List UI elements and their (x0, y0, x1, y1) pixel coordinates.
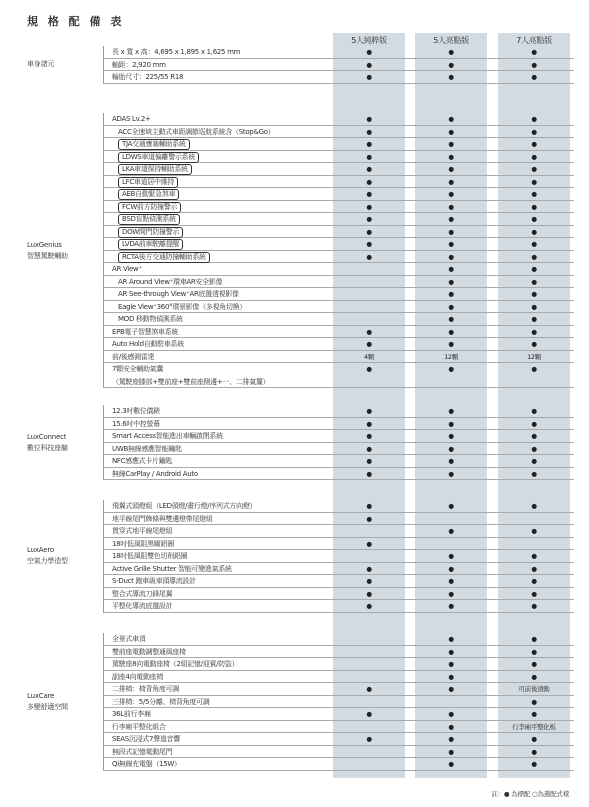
group-name: LuxAero (27, 546, 54, 555)
spec-label: 輪胎尺寸：225/55 R18 (112, 73, 184, 81)
spec-label: SEAS沉浸式7聲道音響 (112, 735, 180, 743)
spec-cell-col-2: ● (448, 115, 454, 123)
spec-label: 全景式車頂 (112, 635, 146, 643)
spec-cell-col-3: ● (531, 419, 537, 428)
spec-row (103, 59, 574, 72)
spec-cell-col-2: ● (448, 190, 454, 198)
spec-cell-col-3: ● (531, 407, 537, 415)
spec-label: 副座4向電動座椅 (112, 672, 164, 681)
spec-label: FCW前方防撞警示 (118, 202, 181, 213)
spec-row (103, 201, 574, 214)
spec-label: 15.6吋中控螢幕 (112, 419, 160, 428)
spec-row (103, 326, 574, 339)
spec-cell-col-1: ● (366, 227, 372, 236)
spec-cell-col-3: ● (531, 444, 537, 453)
spec-label: AR See-through View⁺AR底盤透視影像 (118, 290, 239, 298)
spec-cell-col-3: ● (531, 760, 537, 768)
spec-cell-col-2: ● (448, 177, 454, 186)
spec-label: 18吋低風阻雙色切削鋁圈 (112, 552, 188, 560)
spec-cell-col-1: ● (366, 710, 372, 718)
spec-row (103, 138, 574, 151)
spec-cell-col-2: ● (448, 290, 454, 298)
spec-cell-col-3: ● (531, 340, 537, 348)
column-header-5-highlight: 5人亮點版 (433, 36, 469, 45)
group-label (27, 432, 68, 454)
spec-cell-col-3 (498, 538, 570, 550)
footnote: 註：● 為標配 ○為選配式樣 (491, 790, 569, 798)
spec-label: 12.3吋數位儀錶 (112, 407, 160, 415)
group-label (27, 691, 68, 713)
spec-cell-col-3: ● (531, 672, 537, 681)
spec-label: LVDA前車駛離提醒 (118, 239, 183, 250)
spec-label: 平整化導流底盤設計 (112, 602, 173, 610)
spec-label: 二排椅：椅背角度可調 (112, 685, 179, 693)
spec-cell-col-1: ● (366, 444, 372, 453)
spec-cell-col-1: ● (366, 327, 372, 336)
group-subname: 多變舒適空間 (27, 702, 68, 711)
spec-cell-col-2: ● (448, 577, 454, 585)
spec-cell-col-2: ● (448, 444, 454, 453)
spec-cell-col-3: ● (531, 589, 537, 598)
spec-row (103, 538, 574, 551)
spec-cell-col-1: ● (366, 735, 372, 743)
spec-label: AEB自動緊急煞車 (118, 189, 179, 200)
spec-cell-col-1 (333, 376, 405, 388)
spec-cell-col-1: ● (366, 432, 372, 440)
spec-cell-col-3: ● (531, 647, 537, 656)
spec-row (103, 513, 574, 526)
spec-cell-col-1: ● (366, 365, 372, 373)
spec-cell-col-2: ● (448, 140, 454, 148)
spec-cell-col-3: ● (531, 240, 537, 248)
spec-cell-col-2 (415, 696, 487, 708)
spec-cell-col-2: ● (448, 589, 454, 598)
spec-cell-col-3: ● (531, 227, 537, 236)
spec-cell-col-3: ● (531, 73, 537, 81)
spec-row (103, 376, 574, 389)
spec-row (103, 46, 574, 59)
spec-label: EPB電子智慧煞車系統 (112, 327, 179, 336)
spec-cell-col-1: ● (366, 177, 372, 186)
spec-cell-col-3: ● (531, 457, 537, 465)
spec-label: 地平線尾門飾條與雙邊燈帶尾燈組 (112, 514, 213, 523)
spec-cell-col-2: ● (448, 48, 454, 56)
spec-cell-col-1 (333, 671, 405, 683)
spec-cell-col-2: ● (448, 152, 454, 161)
spec-row (103, 430, 574, 443)
spec-row (103, 188, 574, 201)
spec-cell-col-3: ● (531, 277, 537, 286)
spec-cell-col-1: ● (366, 514, 372, 523)
spec-row (103, 251, 574, 264)
column-header-7-highlight: 7人亮點版 (516, 36, 552, 45)
spec-label: 36L前行李廂 (112, 710, 151, 718)
spec-cell-col-2: ● (448, 127, 454, 136)
spec-row (103, 288, 574, 301)
group-label (27, 240, 68, 262)
spec-label: 駕駛座8向電動座椅（2組記憶/迎賓/防盜） (112, 660, 239, 668)
spec-cell-col-2: ● (448, 315, 454, 323)
spec-cell-col-1: ● (366, 115, 372, 123)
group-name: LuxConnect (27, 432, 67, 441)
spec-cell-col-1 (333, 525, 405, 537)
spec-row (103, 468, 574, 481)
spec-row (103, 500, 574, 513)
spec-label: MOD 移動物偵測系統 (118, 315, 183, 323)
spec-cell-col-1 (333, 550, 405, 562)
spec-cell-col-1: ● (366, 48, 372, 56)
spec-cell-col-1: ● (366, 165, 372, 173)
spec-label: 無段式記憶電動尾門 (112, 747, 173, 756)
spec-label: LDWS車道偏離警示系統 (118, 152, 199, 163)
spec-cell-col-2: 12顆 (444, 352, 458, 361)
spec-label: NFC感應式卡片鑰匙 (112, 457, 173, 465)
spec-cell-col-1: ● (366, 407, 372, 415)
spec-cell-col-2: ● (448, 365, 454, 373)
spec-row (103, 226, 574, 239)
spec-row (103, 671, 574, 684)
spec-cell-col-1 (333, 263, 405, 275)
spec-cell-col-2: ● (448, 722, 454, 731)
spec-cell-col-2: ● (448, 73, 454, 81)
spec-cell-col-2: ● (448, 340, 454, 348)
spec-cell-col-1: ● (366, 140, 372, 148)
spec-cell-col-3: ● (531, 127, 537, 136)
spec-row (103, 276, 574, 289)
spec-cell-col-3: ● (531, 177, 537, 186)
spec-label: ACC全速域主動式車距調節巡航系統含（Stop&Go） (118, 127, 275, 136)
spec-cell-col-2: ● (448, 552, 454, 560)
spec-label: 行李廂平整化組合 (112, 722, 166, 731)
spec-cell-col-2: ● (448, 469, 454, 478)
spec-cell-col-3: ● (531, 635, 537, 643)
spec-row (103, 313, 574, 326)
group-label (27, 545, 68, 567)
spec-cell-col-1 (333, 746, 405, 758)
spec-cell-col-2: ● (448, 502, 454, 510)
spec-row (103, 71, 574, 84)
spec-cell-col-3 (498, 513, 570, 525)
spec-cell-col-3: ● (531, 697, 537, 706)
spec-cell-col-3: ● (531, 327, 537, 336)
spec-cell-col-2: ● (448, 215, 454, 223)
spec-row (103, 363, 574, 376)
spec-cell-col-1 (333, 301, 405, 313)
group-subname: 空氣力學造型 (27, 557, 68, 566)
spec-row (103, 758, 574, 771)
spec-label: Qi無線充電盤（15W） (112, 760, 181, 768)
spec-cell-col-3: ● (531, 302, 537, 311)
spec-cell-col-3: ● (531, 252, 537, 261)
spec-cell-col-2: ● (448, 760, 454, 768)
spec-cell-col-1: ● (366, 564, 372, 573)
spec-label: 整合式導流刀鋒尾翼 (112, 589, 173, 598)
spec-label: LFC車道居中維持 (118, 177, 178, 188)
spec-cell-col-2: ● (448, 527, 454, 535)
group-subname: 數位科技座艙 (27, 443, 68, 452)
spec-cell-col-2: ● (448, 265, 454, 273)
spec-row (103, 443, 574, 456)
spec-cell-col-1: ● (366, 577, 372, 585)
spec-cell-col-1: ● (366, 419, 372, 428)
spec-cell-col-3: ● (531, 115, 537, 123)
spec-cell-col-1: ● (366, 340, 372, 348)
spec-cell-col-3: ● (531, 735, 537, 743)
spec-cell-col-3: ● (531, 710, 537, 718)
spec-cell-col-2: ● (448, 635, 454, 643)
spec-cell-col-2 (415, 538, 487, 550)
group-name: 車身諸元 (27, 60, 55, 69)
spec-cell-col-2: ● (448, 407, 454, 415)
spec-cell-col-3: ● (531, 165, 537, 173)
spec-cell-col-3: ● (531, 502, 537, 510)
spec-cell-col-1: ● (366, 252, 372, 261)
spec-row (103, 588, 574, 601)
spec-row (103, 721, 574, 734)
spec-label: DOW開門防撞警示 (118, 227, 183, 238)
spec-row (103, 733, 574, 746)
spec-cell-col-3: ● (531, 469, 537, 478)
spec-label: 三排椅：5/5分離、椅背角度可調 (112, 697, 210, 706)
spec-row (103, 658, 574, 671)
spec-cell-col-1: ● (366, 240, 372, 248)
spec-row (103, 683, 574, 696)
group-label (27, 59, 54, 70)
spec-label: 貫穿式地平線尾燈組 (112, 527, 173, 535)
spec-cell-col-1: ● (366, 602, 372, 610)
spec-cell-col-3 (498, 376, 570, 388)
group-name: LuxGenius (27, 240, 62, 249)
spec-cell-col-2: ● (448, 457, 454, 465)
spec-cell-col-3: 12顆 (527, 352, 541, 361)
spec-label: 7顆安全輔助氣囊 (112, 365, 164, 373)
spec-cell-col-3: ● (531, 290, 537, 298)
spec-cell-col-1 (333, 696, 405, 708)
spec-row (103, 708, 574, 721)
spec-row (103, 550, 574, 563)
spec-row (103, 351, 574, 364)
spec-row (103, 238, 574, 251)
spec-label: S-Duct 跑車級車頭導流設計 (112, 577, 196, 585)
spec-cell-col-1: ● (366, 215, 372, 223)
spec-label: UWB無線感應智能鑰匙 (112, 444, 182, 453)
spec-cell-col-3: ● (531, 527, 537, 535)
spec-row (103, 338, 574, 351)
spec-cell-col-3: ● (531, 660, 537, 668)
spec-label: TJA交通壅塞輔助系統 (118, 139, 190, 150)
spec-cell-col-3: ● (531, 202, 537, 211)
spec-label: Eagle View⁺360°環景影像（多視角切換） (118, 302, 246, 311)
spec-cell-col-2: ● (448, 747, 454, 756)
spec-cell-col-2 (415, 513, 487, 525)
spec-label: AR Around View⁺環車AR安全影像 (118, 277, 223, 286)
spec-cell-col-2: ● (448, 710, 454, 718)
spec-label: 18吋低風阻黑曜鋁圈 (112, 539, 174, 548)
spec-cell-col-1: ● (366, 589, 372, 598)
spec-cell-col-2: ● (448, 602, 454, 610)
spec-label: Auto Hold自動駐車系統 (112, 340, 184, 348)
spec-label: 長 x 寬 x 高：4,695 x 1,895 x 1,625 mm (112, 48, 241, 56)
spec-cell-col-2: ● (448, 685, 454, 693)
spec-cell-col-2: ● (448, 60, 454, 69)
spec-row (103, 746, 574, 759)
spec-cell-col-2: ● (448, 672, 454, 681)
spec-cell-col-2: ● (448, 252, 454, 261)
spec-cell-col-1 (333, 758, 405, 770)
spec-label: RCTA後方交通防撞輔助系統 (118, 252, 210, 263)
spec-cell-col-1: ● (366, 202, 372, 211)
spec-cell-col-3: 可前後滑動 (518, 685, 550, 693)
spec-cell-col-1: ● (366, 469, 372, 478)
spec-row (103, 405, 574, 418)
spec-cell-col-1: ● (366, 73, 372, 81)
spec-label: 無線CarPlay / Android Auto (112, 469, 198, 478)
spec-row (103, 113, 574, 126)
spec-label: AR View⁺ (112, 265, 142, 273)
spec-cell-col-2: ● (448, 240, 454, 248)
spec-row (103, 646, 574, 659)
spec-cell-col-3: ● (531, 48, 537, 56)
spec-cell-col-1: ● (366, 60, 372, 69)
spec-cell-col-3: ● (531, 432, 537, 440)
spec-label: 軸距：2,920 mm (112, 60, 166, 69)
spec-label: 雙前座電動調整通風座椅 (112, 647, 186, 656)
spec-row (103, 575, 574, 588)
spec-row (103, 151, 574, 164)
spec-cell-col-2: ● (448, 202, 454, 211)
spec-cell-col-3: ● (531, 190, 537, 198)
spec-cell-col-2: ● (448, 327, 454, 336)
spec-cell-col-2: ● (448, 660, 454, 668)
spec-cell-col-1: ● (366, 152, 372, 161)
spec-label: LKA車道保持輔助系統 (118, 164, 192, 175)
spec-row (103, 301, 574, 314)
spec-cell-col-1: ● (366, 457, 372, 465)
spec-row (103, 600, 574, 613)
spec-row (103, 455, 574, 468)
spec-cell-col-2: ● (448, 302, 454, 311)
spec-cell-col-2: ● (448, 432, 454, 440)
spec-row (103, 163, 574, 176)
spec-cell-col-2: ● (448, 277, 454, 286)
spec-cell-col-1 (333, 646, 405, 658)
spec-label: 飛翼式頭燈組（LED頭燈/晝行燈/序列式方向燈） (112, 502, 257, 510)
spec-cell-col-3: ● (531, 215, 537, 223)
spec-cell-col-3: ● (531, 577, 537, 585)
spec-cell-col-3: ● (531, 315, 537, 323)
spec-row (103, 696, 574, 709)
spec-cell-col-1: ● (366, 502, 372, 510)
spec-label: ADAS Lv.2+ (112, 115, 151, 123)
spec-cell-col-3: ● (531, 60, 537, 69)
spec-cell-col-3: 行李廂平整化板 (512, 722, 556, 731)
spec-label: 前/後感測雷達 (112, 352, 155, 361)
spec-cell-col-1 (333, 658, 405, 670)
spec-row (103, 213, 574, 226)
spec-cell-col-3: ● (531, 365, 537, 373)
spec-cell-col-1 (333, 288, 405, 300)
spec-row (103, 525, 574, 538)
spec-cell-col-3: ● (531, 564, 537, 573)
spec-row (103, 126, 574, 139)
spec-cell-col-1 (333, 276, 405, 288)
spec-row (103, 418, 574, 431)
spec-cell-col-1 (333, 633, 405, 645)
spec-cell-col-3: ● (531, 152, 537, 161)
spec-cell-col-1: ● (366, 190, 372, 198)
spec-cell-col-1: 4顆 (363, 352, 375, 361)
spec-cell-col-3: ● (531, 552, 537, 560)
spec-label: （駕駛座膝部+雙前座+雙前座側邊+一、二排氣簾） (112, 377, 270, 386)
spec-cell-col-1: ● (366, 127, 372, 136)
spec-row (103, 563, 574, 576)
spec-cell-col-1: ● (366, 539, 372, 548)
spec-cell-col-3: ● (531, 140, 537, 148)
spec-cell-col-2: ● (448, 564, 454, 573)
column-header-5-basic: 5人純粹版 (351, 36, 387, 45)
spec-cell-col-1 (333, 313, 405, 325)
spec-cell-col-3: ● (531, 265, 537, 273)
spec-row (103, 633, 574, 646)
spec-row (103, 263, 574, 276)
group-subname: 智慧駕駛輔助 (27, 251, 68, 260)
spec-label: Smart Access智能進出車輛啟閉系統 (112, 432, 223, 440)
spec-cell-col-2: ● (448, 227, 454, 236)
spec-row (103, 176, 574, 189)
group-name: LuxCare (27, 691, 55, 700)
spec-label: BSD盲點偵測系統 (118, 214, 180, 225)
page-title: 規 格 配 備 表 (27, 15, 125, 28)
spec-cell-col-2: ● (448, 735, 454, 743)
spec-cell-col-1 (333, 721, 405, 733)
spec-label: Active Grille Shutter 智能可變進氣系統 (112, 564, 232, 573)
spec-cell-col-2: ● (448, 647, 454, 656)
spec-cell-col-3: ● (531, 602, 537, 610)
spec-cell-col-1: ● (366, 685, 372, 693)
spec-cell-col-3: ● (531, 747, 537, 756)
spec-cell-col-2: ● (448, 165, 454, 173)
spec-cell-col-2 (415, 376, 487, 388)
spec-cell-col-2: ● (448, 419, 454, 428)
